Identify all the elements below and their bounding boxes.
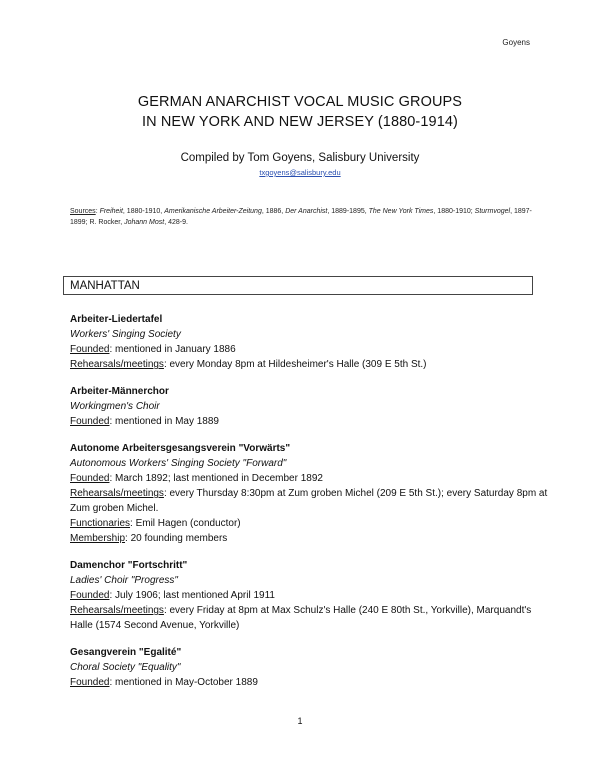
document-title [0, 92, 600, 132]
sources-segment: , 428-9. [164, 219, 188, 226]
group-field [70, 603, 550, 633]
entries-list [70, 312, 550, 702]
group-field [70, 588, 550, 603]
sources-segment: , 1880-1910; [433, 208, 475, 215]
sources-label: Sources [70, 208, 96, 215]
group-field [70, 342, 550, 357]
field-value: : mentioned in January 1886 [109, 344, 236, 355]
page-number: 1 [297, 716, 303, 726]
sources-segment: , 1880-1910, [122, 208, 165, 215]
field-value: : July 1906; last mentioned April 1911 [109, 590, 275, 601]
group-field [70, 486, 550, 516]
group-translation: Workingmen's Choir [70, 401, 160, 412]
sources-segment: Amerikanische Arbeiter-Zeitung [164, 208, 262, 215]
field-label: Functionaries [70, 518, 131, 529]
group-field [70, 357, 550, 372]
group-name: Arbeiter-Liedertafel [70, 314, 163, 325]
field-value: : March 1892; last mentioned in December 1892 [109, 473, 323, 484]
group-entry [70, 645, 550, 690]
group-name: Arbeiter-Männerchor [70, 386, 169, 397]
sources-segment: Johann Most [124, 219, 165, 226]
group-entry [70, 312, 550, 372]
group-entry [70, 441, 550, 546]
group-entry [70, 558, 550, 633]
group-field [70, 516, 550, 531]
section-header-manhattan: MANHATTAN [63, 276, 533, 295]
sources-segment: Sturmvogel [474, 208, 511, 215]
field-label: Founded [70, 473, 110, 484]
sources-segment: , 1889-1895, [327, 208, 369, 215]
group-translation: Ladies' Choir "Progress" [70, 575, 178, 586]
field-label: Membership [70, 533, 126, 544]
field-value: : every Thursday 8:30pm at Zum groben Michel (209 E 5th St.); every Saturday 8pm at Zum groben Michel. [70, 488, 548, 514]
group-field [70, 675, 550, 690]
sources-segment: , 1886, [261, 208, 286, 215]
group-name: Autonome Arbeitersgesangsverein "Vorwärts" [70, 443, 291, 454]
group-field [70, 531, 550, 546]
running-head: Goyens [502, 38, 530, 47]
title-line-1: GERMAN ANARCHIST VOCAL MUSIC GROUPS [137, 94, 463, 110]
field-value: : Emil Hagen (conductor) [130, 518, 241, 529]
field-label: Rehearsals/meetings [70, 605, 164, 616]
sources-segment: , 1897-1899; R. Rocker, [70, 208, 532, 226]
group-translation: Autonomous Workers' Singing Society "Forward" [70, 458, 287, 469]
compiled-by: Compiled by Tom Goyens, Salisbury University [180, 152, 420, 164]
field-label: Rehearsals/meetings [70, 488, 164, 499]
group-field [70, 471, 550, 486]
field-value: : every Monday 8pm at Hildesheimer's Halle (309 E 5th St.) [163, 359, 427, 370]
sources-segment: The New York Times [368, 208, 434, 215]
group-translation: Choral Society "Equality" [70, 662, 181, 673]
field-label: Founded [70, 590, 110, 601]
title-line-2: IN NEW YORK AND NEW JERSEY (1880-1914) [142, 114, 458, 130]
field-value: : mentioned in May-October 1889 [109, 677, 258, 688]
field-label: Founded [70, 416, 110, 427]
field-label: Founded [70, 344, 110, 355]
sources-note: Sources: Freiheit, 1880-1910, Amerikanische Arbeiter-Zeitung, 1886, Der Anarchist, 1889-1895, The New York Times, 1880-1910; Sturmvogel, 1897-1899; R. Rocker, Johann Most, 428-9. [70, 208, 532, 226]
group-entry [70, 384, 550, 429]
field-label: Rehearsals/meetings [70, 359, 164, 370]
group-name: Damenchor "Fortschritt" [70, 560, 188, 571]
group-field [70, 414, 550, 429]
field-value: : every Friday at 8pm at Max Schulz's Halle (240 E 80th St., Yorkville), Marquandt's Halle (1574 Second Avenue, Yorkville) [70, 605, 532, 631]
sources-text [70, 208, 532, 226]
field-label: Founded [70, 677, 110, 688]
field-value: : 20 founding members [125, 533, 228, 544]
email-link[interactable]: txgoyens@salisbury.edu [259, 168, 341, 177]
field-value: : mentioned in May 1889 [109, 416, 219, 427]
sources-segment: Der Anarchist [285, 208, 328, 215]
group-translation: Workers' Singing Society [70, 329, 181, 340]
group-name: Gesangverein "Egalité" [70, 647, 182, 658]
sources-segment: Freiheit [99, 208, 123, 215]
